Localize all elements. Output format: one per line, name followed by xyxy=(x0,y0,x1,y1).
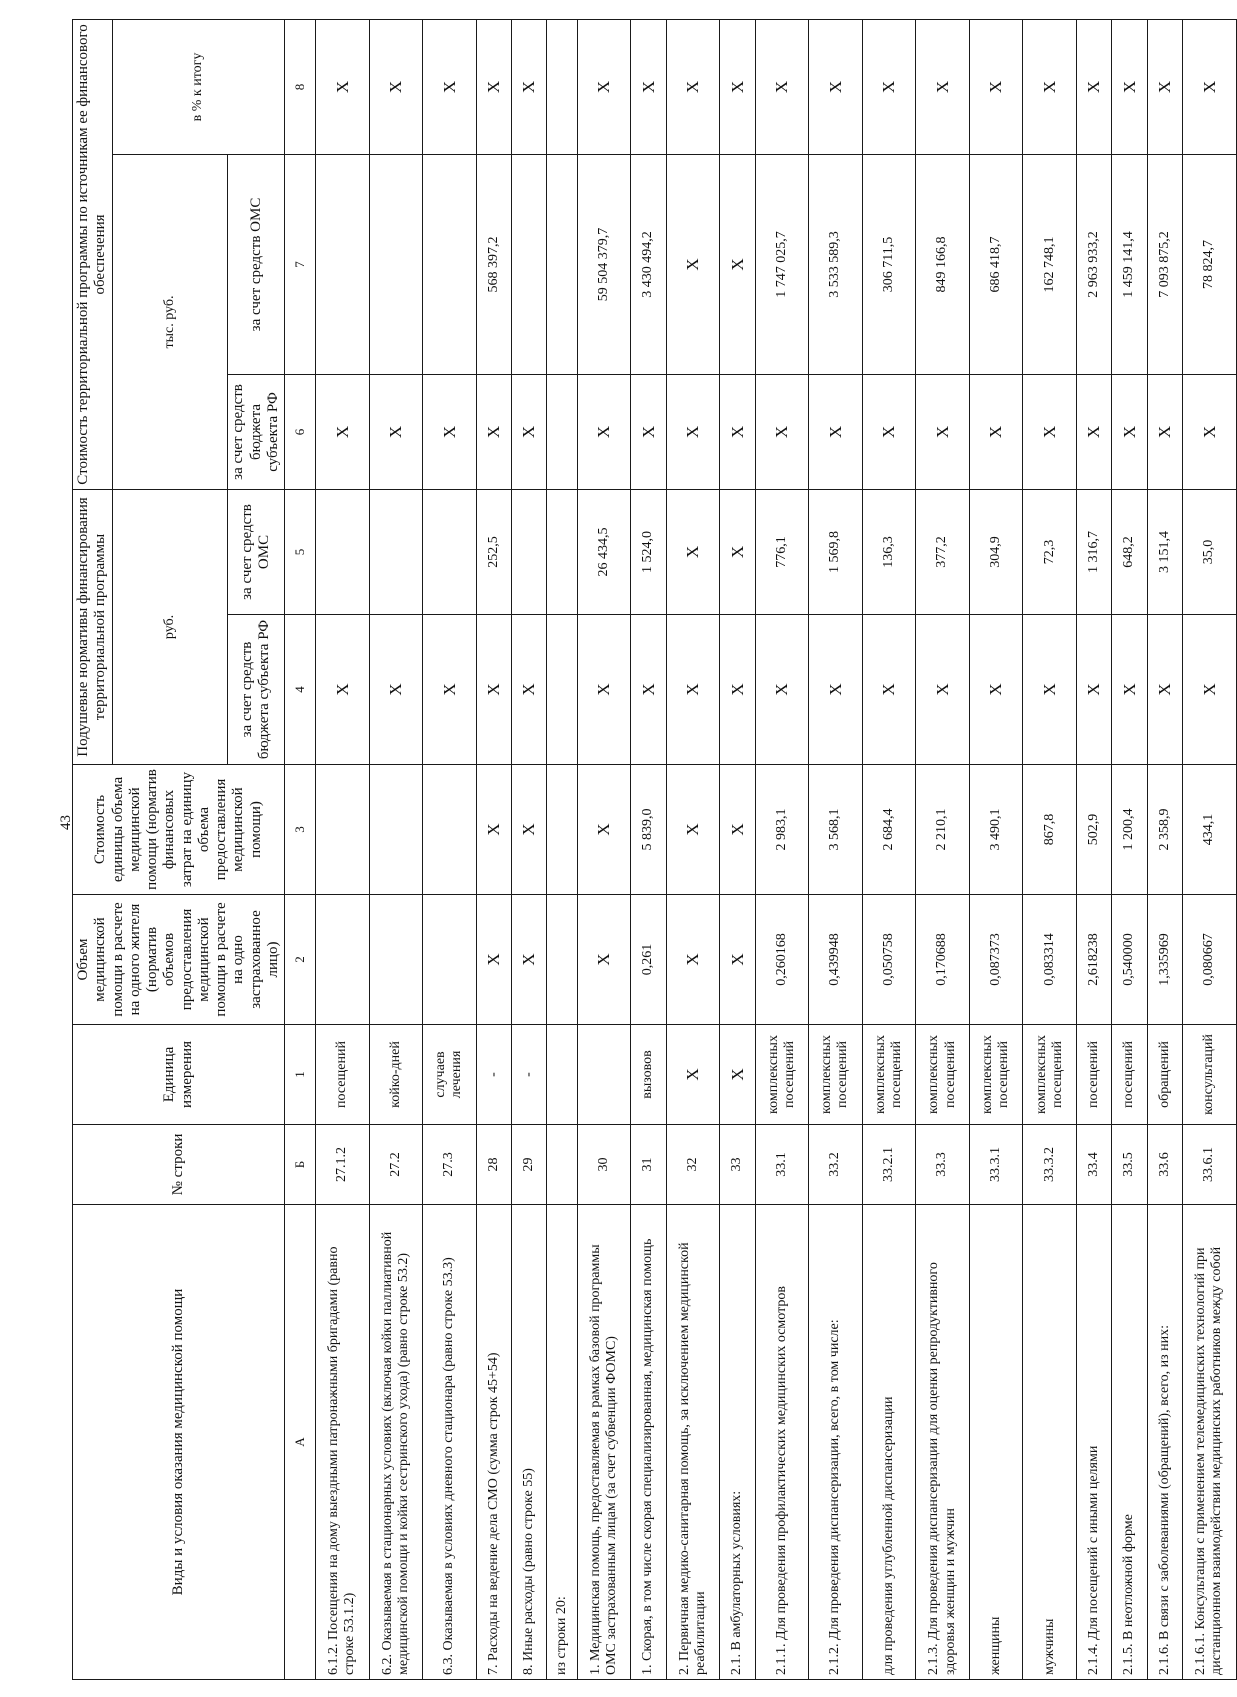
row-cost-oms-cell: 3 430 494,2 xyxy=(631,154,666,374)
row-line-number-cell: 30 xyxy=(577,1125,631,1205)
row-volume-cell: 0,260168 xyxy=(755,895,809,1025)
table-row xyxy=(547,19,577,1679)
row-unit-cell: обращений xyxy=(1147,1025,1182,1125)
row-norm-oms-cell: 1 569,8 xyxy=(809,489,863,614)
row-line-number-cell: 29 xyxy=(512,1125,547,1205)
column-number: 2 xyxy=(285,895,316,1025)
row-norm-budget-cell: X xyxy=(969,615,1023,765)
row-cost-budget-cell: X xyxy=(316,374,370,489)
row-percent-cell: X xyxy=(577,19,631,154)
row-unit-cost-cell xyxy=(316,765,370,895)
row-volume-cell: 0,050758 xyxy=(862,895,916,1025)
row-line-number-cell: 27.2 xyxy=(369,1125,423,1205)
row-cost-budget-cell: X xyxy=(369,374,423,489)
row-percent-cell: X xyxy=(755,19,809,154)
row-norm-budget-cell: X xyxy=(1076,615,1111,765)
row-percent-cell: X xyxy=(316,19,370,154)
table-row xyxy=(666,19,720,1679)
row-cost-budget-cell: X xyxy=(476,374,511,489)
table-row xyxy=(316,19,370,1679)
row-volume-cell xyxy=(316,895,370,1025)
row-unit-cost-cell: 3 490,1 xyxy=(969,765,1023,895)
header-col-3: Стоимость единицы объема медицинской помощи (норматив финансовых затрат на единицу объема предоставления медицинской помощи) xyxy=(73,765,285,895)
row-norm-budget-cell xyxy=(547,615,577,765)
row-norm-oms-cell: 252,5 xyxy=(476,489,511,614)
column-number: 4 xyxy=(285,615,316,765)
row-norm-oms-cell: 72,3 xyxy=(1023,489,1077,614)
row-norm-oms-cell xyxy=(423,489,477,614)
table-row xyxy=(1112,19,1147,1679)
column-number: 7 xyxy=(285,154,316,374)
row-volume-cell: 0,261 xyxy=(631,895,666,1025)
row-norm-budget-cell: X xyxy=(1147,615,1182,765)
row-unit-cell: койко-дней xyxy=(369,1025,423,1125)
table-row xyxy=(862,19,916,1679)
row-cost-budget-cell: X xyxy=(631,374,666,489)
table-body xyxy=(316,19,1237,1679)
row-unit-cost-cell: X xyxy=(476,765,511,895)
row-norm-budget-cell: X xyxy=(423,615,477,765)
row-unit-cost-cell: 867,8 xyxy=(1023,765,1077,895)
row-line-number-cell: 32 xyxy=(666,1125,720,1205)
row-cost-budget-cell: X xyxy=(809,374,863,489)
table-row xyxy=(720,19,755,1679)
row-name-cell: женщины xyxy=(969,1205,1023,1680)
table-row xyxy=(631,19,666,1679)
row-unit-cost-cell: 2 684,4 xyxy=(862,765,916,895)
header-col-7: за счет средств ОМС xyxy=(228,154,285,374)
row-unit-cell: комплексных посещений xyxy=(1023,1025,1077,1125)
row-unit-cost-cell: 1 200,4 xyxy=(1112,765,1147,895)
header-col-b: № строки xyxy=(73,1125,285,1205)
row-line-number-cell: 33.5 xyxy=(1112,1125,1147,1205)
row-volume-cell: 1,335969 xyxy=(1147,895,1182,1025)
row-cost-budget-cell: X xyxy=(755,374,809,489)
row-name-cell: 2.1.4. Для посещений с иными целями xyxy=(1076,1205,1111,1680)
row-cost-oms-cell: 306 711,5 xyxy=(862,154,916,374)
column-number-row xyxy=(285,19,316,1679)
row-unit-cell xyxy=(547,1025,577,1125)
page-number: 43 xyxy=(58,815,74,830)
row-unit-cell: случаев лечения xyxy=(423,1025,477,1125)
row-cost-oms-cell xyxy=(369,154,423,374)
row-unit-cost-cell: 502,9 xyxy=(1076,765,1111,895)
row-unit-cell: консультаций xyxy=(1182,1025,1236,1125)
rotated-page xyxy=(72,20,1225,1680)
table-row xyxy=(1147,19,1182,1679)
table-row xyxy=(369,19,423,1679)
row-norm-oms-cell: 1 316,7 xyxy=(1076,489,1111,614)
row-unit-cell: - xyxy=(512,1025,547,1125)
row-percent-cell: X xyxy=(369,19,423,154)
row-volume-cell: 0,439948 xyxy=(809,895,863,1025)
row-percent-cell: X xyxy=(1147,19,1182,154)
header-group-cost: Стоимость территориальной программы по источникам ее финансового обеспечения xyxy=(73,19,113,489)
row-cost-oms-cell: 849 166,8 xyxy=(916,154,970,374)
row-name-cell: для проведения углубленной диспансеризации xyxy=(862,1205,916,1680)
row-unit-cost-cell: X xyxy=(512,765,547,895)
row-percent-cell: X xyxy=(916,19,970,154)
row-name-cell: мужчины xyxy=(1023,1205,1077,1680)
table-row xyxy=(809,19,863,1679)
row-name-cell: 7. Расходы на ведение дела СМО (сумма строк 45+54) xyxy=(476,1205,511,1680)
column-number: 5 xyxy=(285,489,316,614)
row-percent-cell: X xyxy=(666,19,720,154)
table-header xyxy=(73,19,316,1679)
row-percent-cell: X xyxy=(476,19,511,154)
row-line-number-cell: 33.3 xyxy=(916,1125,970,1205)
row-norm-budget-cell: X xyxy=(631,615,666,765)
row-cost-oms-cell: 568 397,2 xyxy=(476,154,511,374)
row-name-cell: 2.1.6. В связи с заболеваниями (обращений), всего, из них: xyxy=(1147,1205,1182,1680)
header-col-2: Объем медицинской помощи в расчете на одного жителя (норматив объемов предоставления медицинской помощи в расчете на одно застрахованное лицо) xyxy=(73,895,285,1025)
column-number: 1 xyxy=(285,1025,316,1125)
row-norm-budget-cell: X xyxy=(316,615,370,765)
row-line-number-cell: 33.3.1 xyxy=(969,1125,1023,1205)
row-line-number-cell: 33.6.1 xyxy=(1182,1125,1236,1205)
row-cost-oms-cell: 2 963 933,2 xyxy=(1076,154,1111,374)
row-cost-budget-cell: X xyxy=(512,374,547,489)
table-row xyxy=(1182,19,1236,1679)
row-volume-cell: X xyxy=(512,895,547,1025)
table-row xyxy=(969,19,1023,1679)
row-cost-oms-cell xyxy=(512,154,547,374)
row-volume-cell xyxy=(369,895,423,1025)
row-unit-cost-cell: 434,1 xyxy=(1182,765,1236,895)
table-row xyxy=(755,19,809,1679)
row-cost-oms-cell: 1 747 025,7 xyxy=(755,154,809,374)
row-norm-oms-cell xyxy=(547,489,577,614)
row-percent-cell: X xyxy=(423,19,477,154)
column-number: А xyxy=(285,1205,316,1680)
row-norm-oms-cell: 3 151,4 xyxy=(1147,489,1182,614)
row-cost-budget-cell: X xyxy=(666,374,720,489)
row-cost-oms-cell: X xyxy=(666,154,720,374)
row-unit-cell: комплексных посещений xyxy=(916,1025,970,1125)
row-line-number-cell: 33.2 xyxy=(809,1125,863,1205)
row-cost-budget-cell: X xyxy=(577,374,631,489)
row-line-number-cell: 27.1.2 xyxy=(316,1125,370,1205)
header-col-8: в % к итогу xyxy=(112,19,285,154)
row-norm-budget-cell: X xyxy=(916,615,970,765)
row-line-number-cell: 33.6 xyxy=(1147,1125,1182,1205)
column-number: 3 xyxy=(285,765,316,895)
row-volume-cell: X xyxy=(666,895,720,1025)
row-cost-oms-cell xyxy=(423,154,477,374)
row-norm-oms-cell: X xyxy=(720,489,755,614)
row-cost-oms-cell: 59 504 379,7 xyxy=(577,154,631,374)
row-name-cell: 6.2. Оказываемая в стационарных условиях (включая койки паллиативной медицинской помощи и койки сестринского ухода) (равно строке 53.2) xyxy=(369,1205,423,1680)
row-norm-budget-cell: X xyxy=(755,615,809,765)
row-name-cell: 8. Иные расходы (равно строке 55) xyxy=(512,1205,547,1680)
row-name-cell: 1. Скорая, в том числе скорая специализированная, медицинская помощь xyxy=(631,1205,666,1680)
row-unit-cell: X xyxy=(666,1025,720,1125)
row-norm-oms-cell: 136,3 xyxy=(862,489,916,614)
row-percent-cell: X xyxy=(862,19,916,154)
row-name-cell: 2.1.5. В неотложной форме xyxy=(1112,1205,1147,1680)
row-unit-cost-cell xyxy=(547,765,577,895)
row-name-cell: 6.1.2. Посещения на дому выездными патронажными бригадами (равно строке 53.1.2) xyxy=(316,1205,370,1680)
row-unit-cost-cell xyxy=(369,765,423,895)
row-name-cell: 2. Первичная медико-санитарная помощь, за исключением медицинской реабилитации xyxy=(666,1205,720,1680)
row-name-cell: 2.1.3. Для проведения диспансеризации для оценки репродуктивного здоровья женщин и мужчин xyxy=(916,1205,970,1680)
row-unit-cost-cell: 5 839,0 xyxy=(631,765,666,895)
header-col-5: за счет средств ОМС xyxy=(228,489,285,614)
row-norm-budget-cell: X xyxy=(577,615,631,765)
row-norm-budget-cell: X xyxy=(720,615,755,765)
table-row xyxy=(916,19,970,1679)
header-unit-thousand-rub: тыс. руб. xyxy=(112,154,228,489)
row-cost-budget-cell xyxy=(547,374,577,489)
row-cost-budget-cell: X xyxy=(1112,374,1147,489)
table-row xyxy=(1076,19,1111,1679)
row-volume-cell: 0,080667 xyxy=(1182,895,1236,1025)
row-unit-cost-cell: X xyxy=(666,765,720,895)
row-cost-budget-cell: X xyxy=(1023,374,1077,489)
row-volume-cell xyxy=(547,895,577,1025)
row-norm-oms-cell xyxy=(316,489,370,614)
row-volume-cell: 0,540000 xyxy=(1112,895,1147,1025)
table-row xyxy=(1023,19,1077,1679)
row-unit-cost-cell: 2 983,1 xyxy=(755,765,809,895)
row-line-number-cell: 33 xyxy=(720,1125,755,1205)
row-norm-budget-cell: X xyxy=(666,615,720,765)
row-line-number-cell: 28 xyxy=(476,1125,511,1205)
row-cost-oms-cell: X xyxy=(720,154,755,374)
row-norm-budget-cell: X xyxy=(512,615,547,765)
row-norm-oms-cell: 1 524,0 xyxy=(631,489,666,614)
row-name-cell: 2.1.2. Для проведения диспансеризации, всего, в том числе: xyxy=(809,1205,863,1680)
row-line-number-cell: 33.3.2 xyxy=(1023,1125,1077,1205)
row-name-cell: из строки 20: xyxy=(547,1205,577,1680)
row-cost-oms-cell: 7 093 875,2 xyxy=(1147,154,1182,374)
row-volume-cell: 2,618238 xyxy=(1076,895,1111,1025)
row-unit-cost-cell xyxy=(423,765,477,895)
header-col-4: за счет средств бюджета субъекта РФ xyxy=(228,615,285,765)
row-norm-budget-cell: X xyxy=(1182,615,1236,765)
header-col-1: Единица измерения xyxy=(73,1025,285,1125)
column-number: 6 xyxy=(285,374,316,489)
table-row xyxy=(512,19,547,1679)
column-number: 8 xyxy=(285,19,316,154)
row-norm-oms-cell xyxy=(512,489,547,614)
row-norm-budget-cell: X xyxy=(1112,615,1147,765)
row-cost-oms-cell: 1 459 141,4 xyxy=(1112,154,1147,374)
row-percent-cell: X xyxy=(512,19,547,154)
row-volume-cell: X xyxy=(720,895,755,1025)
row-cost-oms-cell: 78 824,7 xyxy=(1182,154,1236,374)
row-cost-budget-cell: X xyxy=(720,374,755,489)
row-volume-cell: 0,087373 xyxy=(969,895,1023,1025)
row-name-cell: 2.1. В амбулаторных условиях: xyxy=(720,1205,755,1680)
row-norm-oms-cell: 304,9 xyxy=(969,489,1023,614)
header-col-a: Виды и условия оказания медицинской помощи xyxy=(73,1205,285,1680)
row-norm-oms-cell: 35,0 xyxy=(1182,489,1236,614)
row-volume-cell: 0,170688 xyxy=(916,895,970,1025)
row-unit-cost-cell: 2 210,1 xyxy=(916,765,970,895)
row-norm-budget-cell: X xyxy=(476,615,511,765)
row-name-cell: 1. Медицинская помощь, предоставляемая в рамках базовой программы ОМС застрахованным лицам (за счет субвенции ФОМС) xyxy=(577,1205,631,1680)
row-percent-cell: X xyxy=(1023,19,1077,154)
row-unit-cell: посещений xyxy=(1076,1025,1111,1125)
row-line-number-cell: 27.3 xyxy=(423,1125,477,1205)
row-name-cell: 2.1.6.1. Консультация с применением телемедицинских технологий при дистанционном взаимодействии медицинских работников между собой xyxy=(1182,1205,1236,1680)
row-percent-cell: X xyxy=(631,19,666,154)
row-unit-cost-cell: 3 568,1 xyxy=(809,765,863,895)
row-unit-cell: посещений xyxy=(1112,1025,1147,1125)
row-volume-cell: X xyxy=(577,895,631,1025)
row-volume-cell xyxy=(423,895,477,1025)
row-norm-oms-cell: X xyxy=(666,489,720,614)
row-unit-cost-cell: X xyxy=(720,765,755,895)
row-cost-budget-cell: X xyxy=(1147,374,1182,489)
row-norm-oms-cell: 776,1 xyxy=(755,489,809,614)
row-cost-budget-cell: X xyxy=(1076,374,1111,489)
row-norm-oms-cell: 648,2 xyxy=(1112,489,1147,614)
row-percent-cell xyxy=(547,19,577,154)
row-norm-budget-cell: X xyxy=(862,615,916,765)
row-name-cell: 2.1.1. Для проведения профилактических медицинских осмотров xyxy=(755,1205,809,1680)
row-cost-budget-cell: X xyxy=(1182,374,1236,489)
row-cost-budget-cell: X xyxy=(862,374,916,489)
row-cost-oms-cell xyxy=(547,154,577,374)
row-norm-budget-cell: X xyxy=(809,615,863,765)
row-unit-cell: - xyxy=(476,1025,511,1125)
table-row xyxy=(476,19,511,1679)
row-unit-cell: комплексных посещений xyxy=(862,1025,916,1125)
row-norm-budget-cell: X xyxy=(1023,615,1077,765)
table-row xyxy=(423,19,477,1679)
row-norm-oms-cell xyxy=(369,489,423,614)
row-percent-cell: X xyxy=(809,19,863,154)
row-cost-oms-cell xyxy=(316,154,370,374)
row-norm-oms-cell: 26 434,5 xyxy=(577,489,631,614)
row-unit-cell: комплексных посещений xyxy=(755,1025,809,1125)
header-group-norms: Подушевые нормативы финансирования территориальной программы xyxy=(73,489,113,764)
row-line-number-cell xyxy=(547,1125,577,1205)
table-row xyxy=(577,19,631,1679)
row-norm-budget-cell: X xyxy=(369,615,423,765)
row-percent-cell: X xyxy=(1076,19,1111,154)
row-unit-cost-cell: 2 358,9 xyxy=(1147,765,1182,895)
row-line-number-cell: 33.4 xyxy=(1076,1125,1111,1205)
row-cost-oms-cell: 3 533 589,3 xyxy=(809,154,863,374)
row-cost-budget-cell: X xyxy=(423,374,477,489)
row-percent-cell: X xyxy=(720,19,755,154)
row-volume-cell: 0,083314 xyxy=(1023,895,1077,1025)
row-unit-cell: комплексных посещений xyxy=(809,1025,863,1125)
row-percent-cell: X xyxy=(969,19,1023,154)
row-line-number-cell: 31 xyxy=(631,1125,666,1205)
financing-table xyxy=(72,19,1237,1680)
row-unit-cell xyxy=(577,1025,631,1125)
row-line-number-cell: 33.2.1 xyxy=(862,1125,916,1205)
row-unit-cell: посещений xyxy=(316,1025,370,1125)
header-col-6: за счет средств бюджета субъекта РФ xyxy=(228,374,285,489)
column-number: Б xyxy=(285,1125,316,1205)
row-unit-cell: комплексных посещений xyxy=(969,1025,1023,1125)
row-name-cell: 6.3. Оказываемая в условиях дневного стационара (равно строке 53.3) xyxy=(423,1205,477,1680)
row-unit-cell: X xyxy=(720,1025,755,1125)
row-unit-cell: вызовов xyxy=(631,1025,666,1125)
row-line-number-cell: 33.1 xyxy=(755,1125,809,1205)
row-cost-budget-cell: X xyxy=(916,374,970,489)
row-cost-budget-cell: X xyxy=(969,374,1023,489)
row-percent-cell: X xyxy=(1112,19,1147,154)
row-volume-cell: X xyxy=(476,895,511,1025)
row-cost-oms-cell: 162 748,1 xyxy=(1023,154,1077,374)
row-unit-cost-cell: X xyxy=(577,765,631,895)
header-unit-rub: руб. xyxy=(112,489,228,764)
row-percent-cell: X xyxy=(1182,19,1236,154)
row-cost-oms-cell: 686 418,7 xyxy=(969,154,1023,374)
row-norm-oms-cell: 377,2 xyxy=(916,489,970,614)
